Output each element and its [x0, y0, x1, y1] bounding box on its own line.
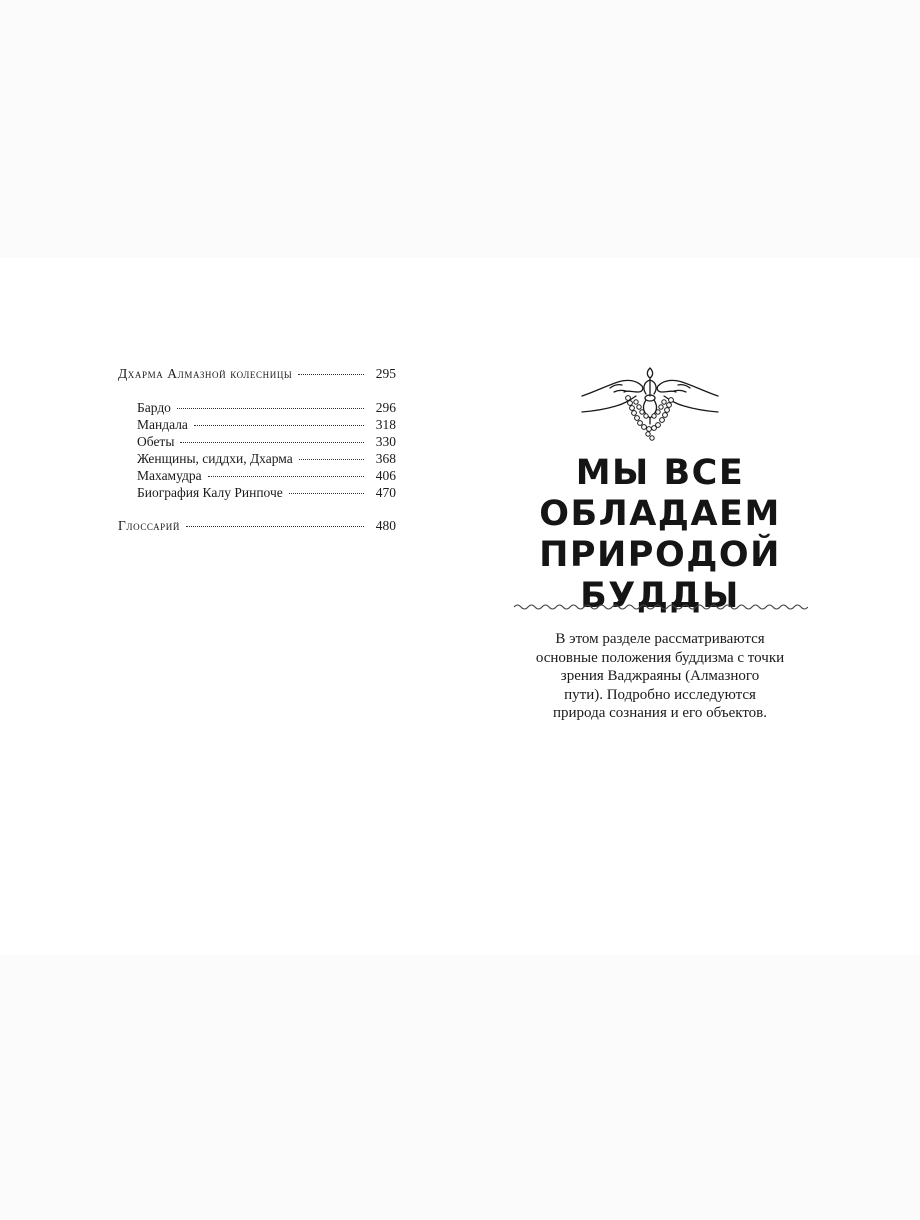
chapter-heading: [512, 453, 808, 617]
chapter-heading-line: ПРИРОДОЙ: [539, 535, 781, 575]
toc-entry-title: Женщины, сиддхи, Дхарма: [137, 451, 293, 466]
toc-page-number: 406: [375, 468, 396, 483]
toc-entry[interactable]: [118, 416, 396, 433]
page-background-bottom: [0, 955, 920, 1220]
chapter-intro: [515, 630, 805, 723]
toc-dot-leader: [186, 526, 364, 527]
chapter-heading-line: ОБЛАДАЕМ: [539, 494, 781, 534]
dotted-wave-divider-icon: [512, 601, 808, 613]
toc-entry-title: Биография Калу Ринпоче: [137, 485, 283, 500]
toc-entry-title: Бардо: [137, 400, 171, 415]
vajra-hands-mala-icon: [580, 362, 720, 442]
toc-page-number: 330: [375, 434, 396, 449]
chapter-heading-line: БУДДЫ: [580, 576, 740, 616]
toc-dot-leader: [208, 476, 364, 477]
toc-entry[interactable]: [118, 399, 396, 416]
page-background-top: [0, 0, 920, 258]
intro-line: природа сознания и его объектов.: [552, 705, 768, 721]
toc-page-number: 480: [375, 518, 396, 533]
toc-entry-section[interactable]: [118, 517, 396, 534]
toc-dot-leader: [177, 408, 364, 409]
toc-page-number: 470: [375, 485, 396, 500]
intro-line: основные положения буддизма с точки: [535, 649, 785, 666]
toc-entry-title: Глоссарий: [118, 518, 180, 533]
intro-line: зрения Ваджраяны (Алмазного: [560, 668, 760, 684]
toc-entry[interactable]: [118, 484, 396, 501]
toc-dot-leader: [298, 374, 364, 375]
toc-page-number: 368: [375, 451, 396, 466]
toc-entry-title: Мандала: [137, 417, 188, 432]
toc-page-number: 295: [375, 366, 396, 381]
toc-entry[interactable]: [118, 450, 396, 467]
table-of-contents: [118, 365, 396, 534]
toc-page-number: 296: [375, 400, 396, 415]
toc-dot-leader: [180, 442, 364, 443]
toc-dot-leader: [299, 459, 364, 460]
intro-line: пути). Подробно исследуются: [564, 686, 756, 703]
toc-dot-leader: [194, 425, 364, 426]
toc-dot-leader: [289, 493, 364, 494]
toc-entry-title: Дхарма Алмазной колесницы: [118, 366, 293, 381]
intro-line: В этом разделе рассматриваются: [555, 631, 765, 647]
chapter-heading-line: МЫ ВСЕ: [575, 453, 745, 493]
toc-entry[interactable]: [118, 467, 396, 484]
toc-entry-title: Обеты: [137, 434, 175, 449]
toc-page-number: 318: [375, 417, 396, 432]
toc-entry-title: Махамудра: [137, 468, 202, 483]
toc-entry-section[interactable]: [118, 365, 396, 382]
toc-entry[interactable]: [118, 433, 396, 450]
